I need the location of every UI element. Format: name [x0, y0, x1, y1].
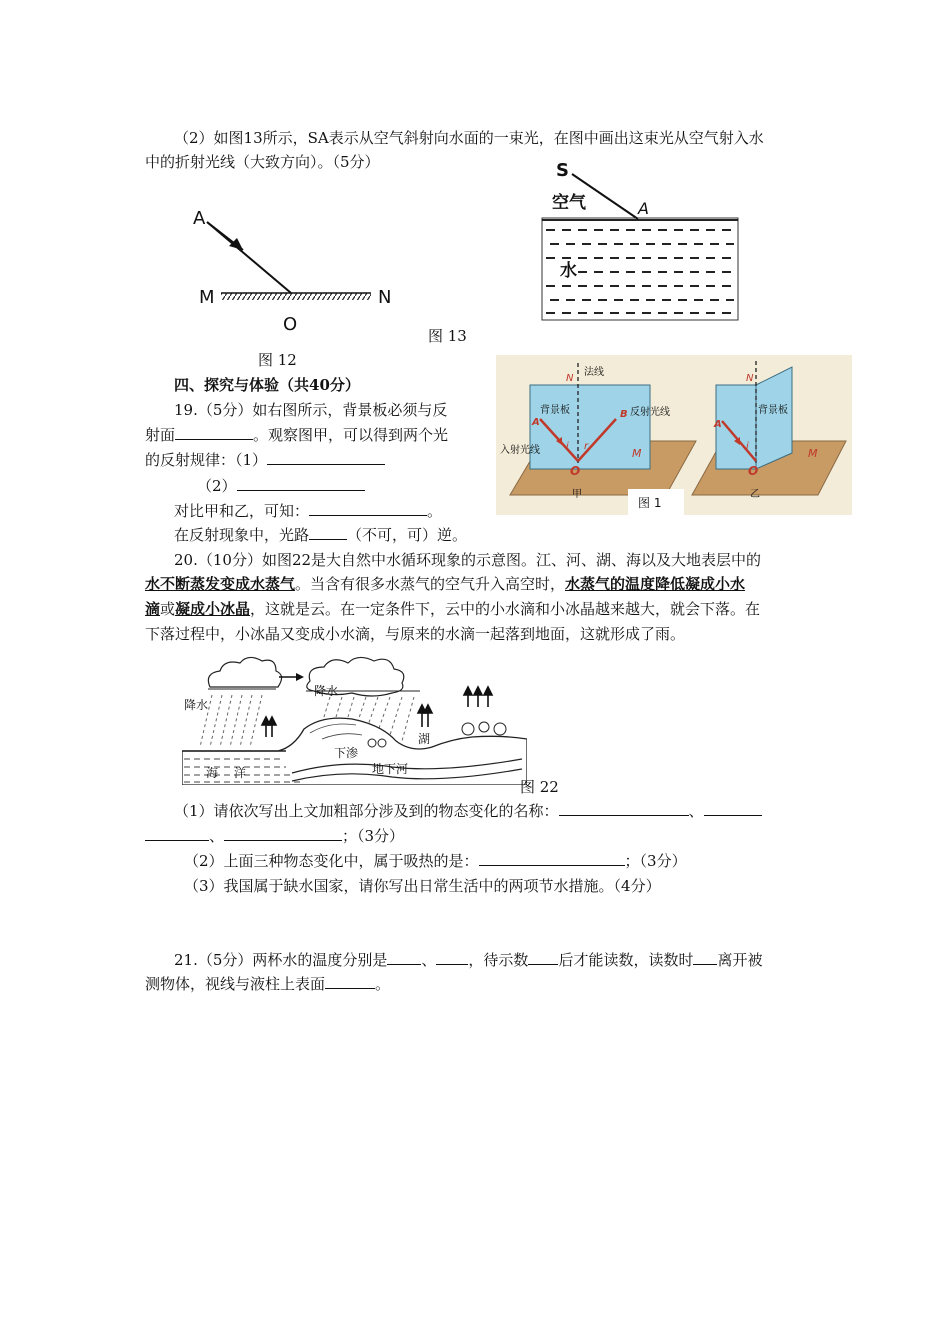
q21-line1: 21.（5分）两杯水的温度分别是 、 ，待示数 后才能读数，读数时 离开被 — [174, 951, 763, 969]
fig22-seep: 下渗 — [334, 746, 359, 760]
q20-line4: 下落过程中，小冰晶又变成小水滴，与原来的水滴一起落到地面，这就形成了雨。 — [145, 625, 686, 643]
fig13-label-water: 水 — [560, 261, 577, 281]
fig1-caption: 图 1 — [638, 496, 662, 510]
fig1-label-r: r — [584, 441, 589, 452]
figure-22 — [182, 655, 527, 785]
fig22-river: 地下河 — [372, 762, 409, 776]
fig1-label-board-right: 背景板 — [758, 405, 788, 416]
fig1-label-n-left: N — [566, 373, 574, 384]
q18-line2: 中的折射光线（大致方向）。（5分） — [145, 153, 380, 171]
figure-12 — [185, 200, 415, 340]
q20-sub3: （3）我国属于缺水国家，请你写出日常生活中的两项节水措施。（4分） — [184, 877, 661, 895]
fig22-rain-left: 降水 — [184, 698, 209, 712]
fig1-label-incident: 入射光线 — [500, 445, 540, 456]
fig12-caption: 图 12 — [258, 351, 297, 369]
fig1-label-m-right: M — [808, 447, 818, 460]
section4-title: 四、探究与体验（共40分） — [174, 376, 360, 394]
fig13-label-s: S — [556, 160, 569, 181]
fig22-ocean-2: 洋 — [234, 766, 247, 780]
fig1-label-jia: 甲 — [572, 489, 582, 500]
fig1-label-m-left: M — [632, 447, 642, 460]
fig1-label-o-left: O — [570, 464, 581, 478]
figure-13 — [538, 158, 743, 323]
q20-line1: 20.（10分）如图22是大自然中水循环现象的示意图。江、河、湖、海以及大地表层中的 — [174, 551, 762, 569]
fig1-label-n-right: N — [746, 373, 754, 384]
fig22-ocean-1: 海 — [206, 766, 219, 780]
fig12-label-o: O — [283, 314, 298, 335]
fig12-label-n: N — [378, 287, 392, 308]
q20-sub2: （2）上面三种物态变化中，属于吸热的是： ；（3分） — [184, 852, 687, 870]
fig1-label-a-left: A — [532, 417, 540, 428]
fig13-caption: 图 13 — [428, 327, 467, 345]
q19-line2: 射面 。观察图甲，可以得到两个光 — [145, 426, 449, 444]
q21-line2: 测物体，视线与液柱上表面 。 — [145, 975, 391, 993]
q20-line3: 滴或凝成小冰晶，这就是云。在一定条件下，云中的小水滴和小冰晶越来越大，就会下落。在 — [145, 600, 761, 618]
fig1-label-normal: 法线 — [584, 367, 604, 378]
fig1-label-i-right: i — [746, 441, 749, 452]
q20-sub1-line1: （1）请依次写出上文加粗部分涉及到的物态变化的名称： 、 — [174, 800, 762, 823]
q19-line6: 在反射现象中，光路 （不可，可）逆。 — [174, 526, 468, 544]
q19-line1: 19.（5分）如右图所示，背景板必须与反 — [174, 401, 448, 419]
fig1-label-board-left: 背景板 — [540, 405, 570, 416]
fig1-label-i-left: i — [566, 441, 569, 452]
fig22-lake: 湖 — [418, 732, 431, 746]
figure-1 — [496, 355, 852, 515]
fig13-label-air: 空气 — [552, 193, 586, 213]
fig1-label-a-right: A — [714, 419, 722, 430]
fig22-rain-mid: 降水 — [314, 684, 339, 698]
q20-sub1-line2: 、 ；（3分） — [145, 825, 404, 848]
q19-line5: 对比甲和乙，可知： 。 — [174, 502, 443, 520]
fig1-label-o-right: O — [748, 464, 759, 478]
fig1-label-b: B — [620, 409, 628, 420]
q20-line2: 水不断蒸发变成水蒸气。当含有很多水蒸气的空气升入高空时，水蒸气的温度降低凝成小水 — [145, 575, 746, 593]
fig1-label-reflected: 反射光线 — [630, 407, 670, 418]
fig22-caption: 图 22 — [520, 778, 559, 796]
q19-line3: 的反射规律：（1） — [145, 449, 385, 472]
q19-line4: （2） — [197, 475, 365, 498]
fig12-label-m: M — [199, 287, 215, 308]
fig12-label-a: A — [193, 208, 206, 229]
fig13-label-a: A — [638, 199, 649, 218]
q18-line1: （2）如图13所示，SA表示从空气斜射向水面的一束光，在图中画出这束光从空气射入水 — [174, 129, 764, 147]
fig1-label-yi: 乙 — [750, 489, 760, 500]
